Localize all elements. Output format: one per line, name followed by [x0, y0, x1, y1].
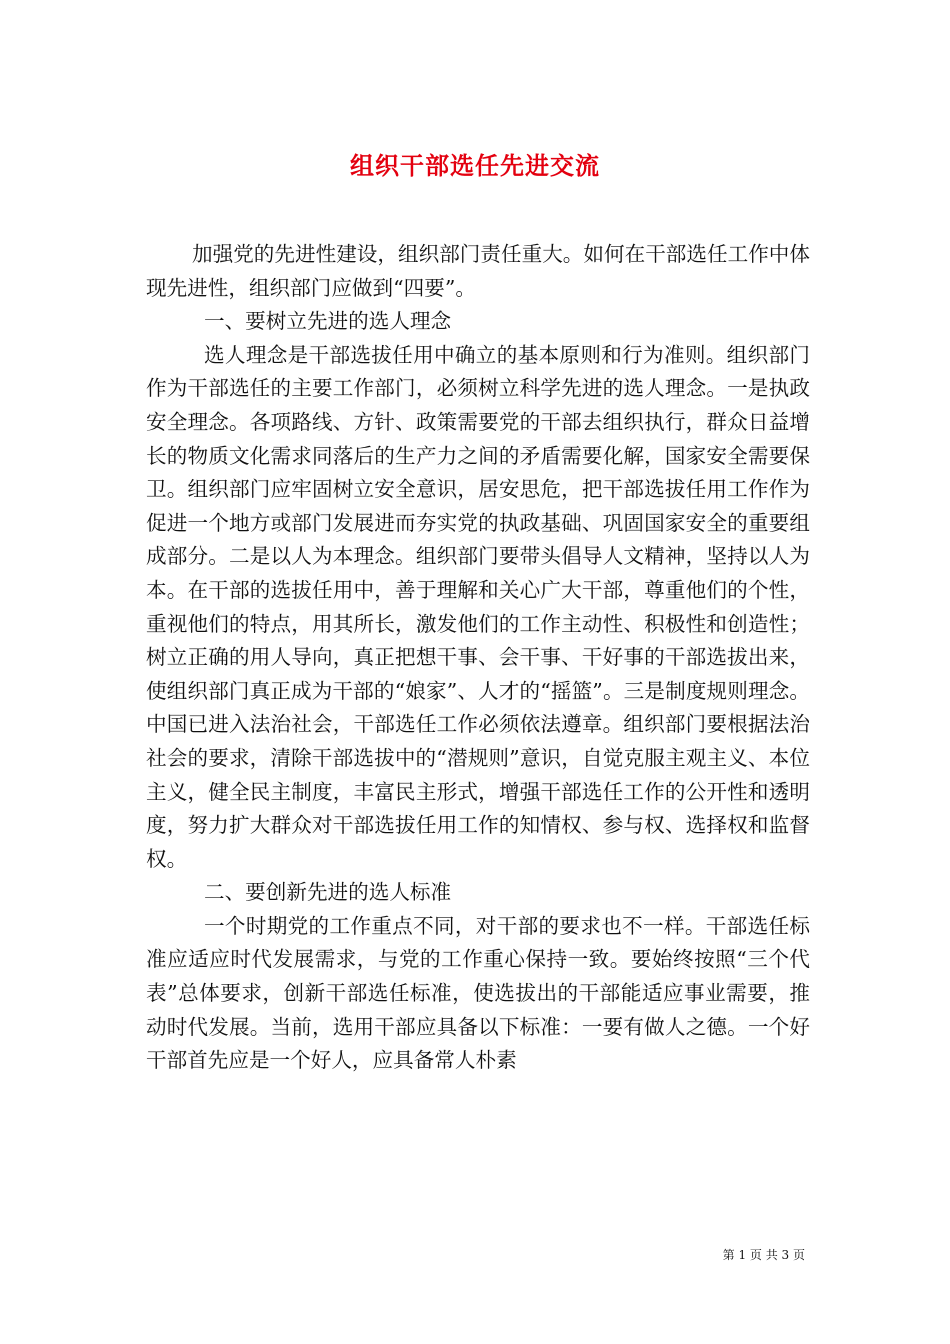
body-paragraph-section-2: 一个时期党的工作重点不同，对干部的要求也不一样。干部选任标准应适应时代发展需求，与党的工作重心保持一致。要始终按照“三个代表”总体要求，创新干部选任标准，使选拔出的干部能适应事业需要，推动时代发展。当前，选用干部应具备以下标准：一要有做人之德。一个好干部首先应是一个好人，应具备常人朴素 — [146, 913, 810, 1073]
section-heading-1: 一、要树立先进的选人理念 — [204, 309, 452, 334]
document-title: 组织干部选任先进交流 — [350, 151, 600, 181]
body-paragraph-intro: 加强党的先进性建设，组织部门责任重大。如何在干部选任工作中体现先进性，组织部门应做到“四要”。 — [146, 242, 810, 300]
page-number-footer: 第 1 页 共 3 页 — [722, 1248, 805, 1262]
section-heading-2: 二、要创新先进的选人标准 — [204, 880, 452, 905]
body-paragraph-section-1: 选人理念是干部选拔任用中确立的基本原则和行为准则。组织部门作为干部选任的主要工作部门，必须树立科学先进的选人理念。一是执政安全理念。各项路线、方针、政策需要党的干部去组织执行，群众日益增长的物质文化需求同落后的生产力之间的矛盾需要化解，国家安全需要保卫。组织部门应牢固树立安全意识，居安思危，把干部选拔任用工作作为促进一个地方或部门发展进而夯实党的执政基础、巩固国家安全的重要组成部分。二是以人为本理念。组织部门要带头倡导人文精神，坚持以人为本。在干部的选拔任用中，善于理解和关心广大干部，尊重他们的个性，重视他们的特点，用其所长，激发他们的工作主动性、积极性和创造性；树立正确的用人导向，真正把想干事、会干事、干好事的干部选拔出来，使组织部门真正成为干部的“娘家”、人才的“摇篮”。三是制度规则理念。中国已进入法治社会，干部选任工作必须依法遵章。组织部门要根据法治社会的要求，清除干部选拔中的“潜规则”意识，自觉克服主观主义、本位主义，健全民主制度，丰富民主形式，增强干部选任工作的公开性和透明度，努力扩大群众对干部选拔任用工作的知情权、参与权、选择权和监督权。 — [146, 342, 810, 871]
document-body — [146, 238, 810, 1078]
